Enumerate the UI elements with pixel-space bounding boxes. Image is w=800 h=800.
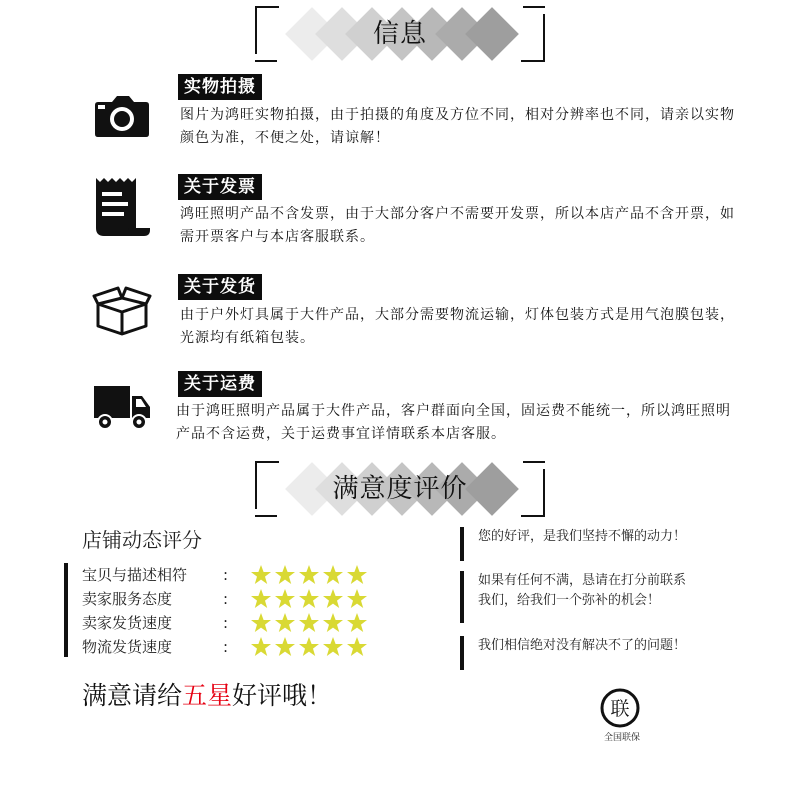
star-rating [250, 564, 370, 586]
star-icon [274, 564, 296, 586]
note-text: 如果有任何不满，恳请在打分前联系我们，给我们一个弥补的机会！ [478, 573, 687, 608]
receipt-icon [92, 176, 152, 240]
review-note [460, 636, 690, 676]
note-accent-bar [460, 527, 464, 561]
cta-text: 满意请给 [82, 681, 183, 710]
star-icon [298, 612, 320, 634]
star-rating [250, 612, 370, 634]
star-icon [274, 636, 296, 658]
star-rating [250, 588, 370, 610]
info-text: 由于鸿旺照明产品属于大件产品，客户群面向全国，固运费不能统一，所以鸿旺照明产品不含运费，关于运费事宜详情联系本店客服。 [176, 403, 731, 442]
info-tag: 实物拍摄 [178, 74, 262, 100]
info-text: 图片为鸿旺实物拍摄，由于拍摄的角度及方位不同，相对分辨率也不同，请亲以实物颜色为准，不便之处，请谅解！ [180, 107, 735, 146]
star-icon [322, 612, 344, 634]
star-icon [298, 564, 320, 586]
rating-colon: : [223, 614, 229, 632]
star-icon [346, 612, 368, 634]
info-tag: 关于运费 [178, 371, 262, 397]
five-star-request [82, 676, 332, 712]
star-icon [346, 588, 368, 610]
star-icon [274, 588, 296, 610]
box-icon [92, 282, 152, 338]
rating-label: 卖家服务态度 [82, 590, 173, 608]
camera-icon [92, 88, 152, 144]
note-text: 您的好评，是我们坚持不懈的动力！ [478, 529, 687, 544]
info-tag: 关于发货 [178, 274, 262, 300]
rating-accent-bar [64, 563, 68, 657]
star-icon [322, 588, 344, 610]
cta-text: 好评哦！ [232, 681, 333, 710]
star-icon [346, 636, 368, 658]
store-rating-title: 店铺动态评分 [82, 528, 202, 552]
star-icon [322, 636, 344, 658]
star-icon [250, 612, 272, 634]
rating-colon: : [223, 638, 229, 656]
star-icon [322, 564, 344, 586]
info-section-banner [255, 6, 545, 62]
rating-label: 卖家发货速度 [82, 614, 173, 632]
star-rating [250, 636, 370, 658]
note-text: 我们相信绝对没有解决不了的问题！ [478, 638, 687, 653]
rating-label: 宝贝与描述相符 [82, 566, 188, 584]
rating-section-banner [255, 461, 545, 517]
star-icon [298, 636, 320, 658]
star-icon [274, 612, 296, 634]
star-icon [250, 588, 272, 610]
star-icon [298, 588, 320, 610]
rating-label: 物流发货速度 [82, 638, 173, 656]
star-icon [346, 564, 368, 586]
info-text: 由于户外灯具属于大件产品，大部分需要物流运输，灯体包装方式是用气泡膜包装，光源均有纸箱包装。 [180, 307, 735, 346]
note-accent-bar [460, 636, 464, 670]
badge-glyph: 联 [610, 698, 630, 720]
star-icon [250, 636, 272, 658]
warranty-badge-icon [600, 688, 640, 728]
review-note [460, 571, 690, 631]
rating-colon: : [223, 590, 229, 608]
review-note [460, 527, 690, 567]
rating-colon: : [223, 566, 229, 584]
cta-highlight: 五星 [182, 681, 233, 710]
section-title: 信息 [372, 19, 427, 49]
info-text: 鸿旺照明产品不含发票，由于大部分客户不需要开发票，所以本店产品不含开票，如需开票客户与本店客服联系。 [180, 206, 735, 245]
info-tag: 关于发票 [178, 174, 262, 200]
note-accent-bar [460, 571, 464, 623]
section-title: 满意度评价 [332, 474, 468, 504]
star-icon [250, 564, 272, 586]
warranty-badge-label: 全国联保 [603, 733, 640, 743]
truck-icon [92, 380, 152, 436]
